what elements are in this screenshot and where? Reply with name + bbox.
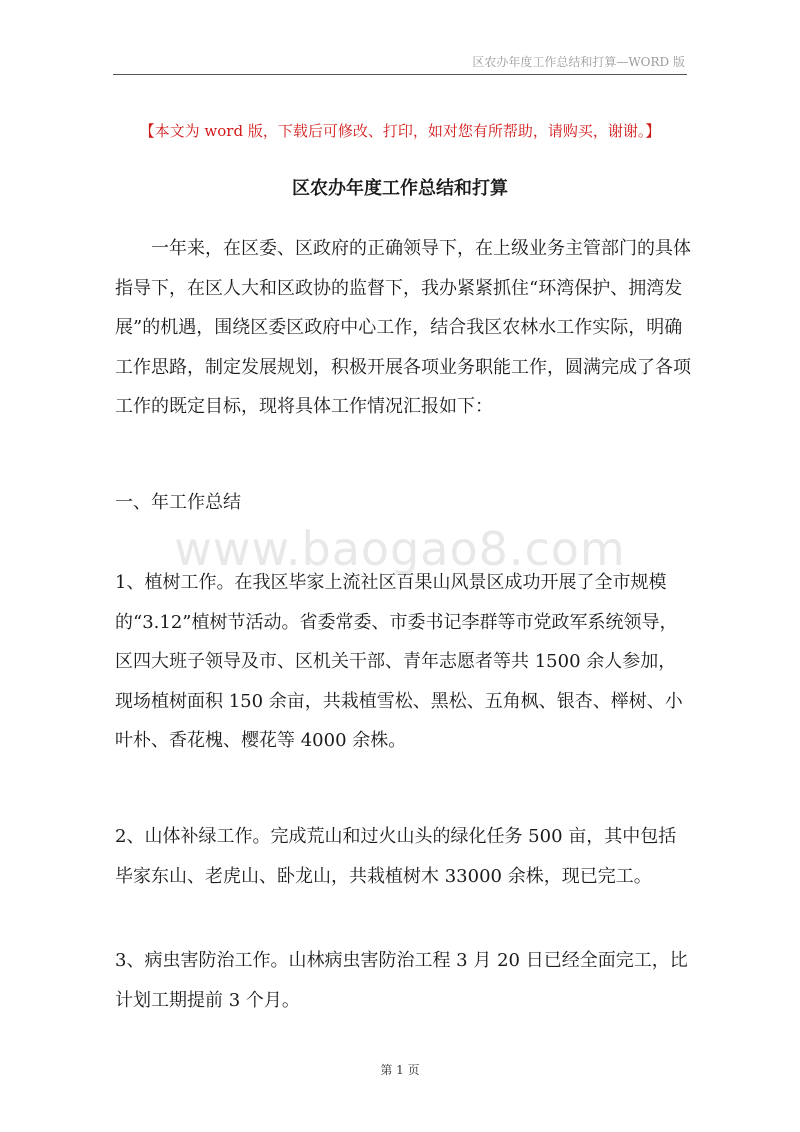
running-header: 区农办年度工作总结和打算—WORD 版 — [472, 55, 685, 69]
item-block-2 — [115, 817, 691, 896]
intro-paragraph-block — [115, 229, 691, 427]
item-block-1 — [115, 563, 691, 761]
header-divider — [113, 74, 687, 75]
intro-paragraph: 一年来，在区委、区政府的正确领导下，在上级业务主管部门的具体指导下，在区人大和区政协的监督下，我办紧紧抓住“环湾保护、拥湾发展”的机遇，围绕区委区政府中心工作，结合我区农林水工作实际，明确工作思路，制定发展规划，积极开展各项业务职能工作，圆满完成了各项工作的既定目标，现将具体工作情况汇报如下： — [115, 238, 691, 417]
page-number: 第 1 页 — [380, 1063, 420, 1077]
work-item-tree-planting: 1、植树工作。在我区毕家上流社区百果山风景区成功开展了全市规模的“3.12”植树节活动。省委常委、市委书记李群等市党政军系统领导，区四大班子领导及市、区机关干部、青年志愿者等共 1500 余人参加，现场植树面积 150 余亩，共栽植雪松、黑松、五角枫、银杏、榉树、小叶朴、香花槐、樱花等 4000 余株。 — [115, 572, 683, 751]
document-title: 区农办年度工作总结和打算 — [292, 178, 508, 199]
work-item-pest-control: 3、病虫害防治工作。山林病虫害防治工程 3 月 20 日已经全面完工，比计划工期提前 3 个月。 — [115, 950, 688, 1011]
site-watermark: www.baogao8.com — [174, 522, 626, 576]
purchase-notice: 【本文为 word 版，下载后可修改、打印，如对您有所帮助，请购买，谢谢。】 — [139, 122, 661, 140]
work-item-mountain-greening: 2、山体补绿工作。完成荒山和过火山头的绿化任务 500 亩，其中包括毕家东山、老虎山、卧龙山，共栽植树木 33000 余株，现已完工。 — [115, 826, 677, 887]
section-heading-block — [115, 483, 691, 523]
section-heading: 一、年工作总结 — [115, 492, 241, 513]
item-block-3 — [115, 941, 691, 1020]
